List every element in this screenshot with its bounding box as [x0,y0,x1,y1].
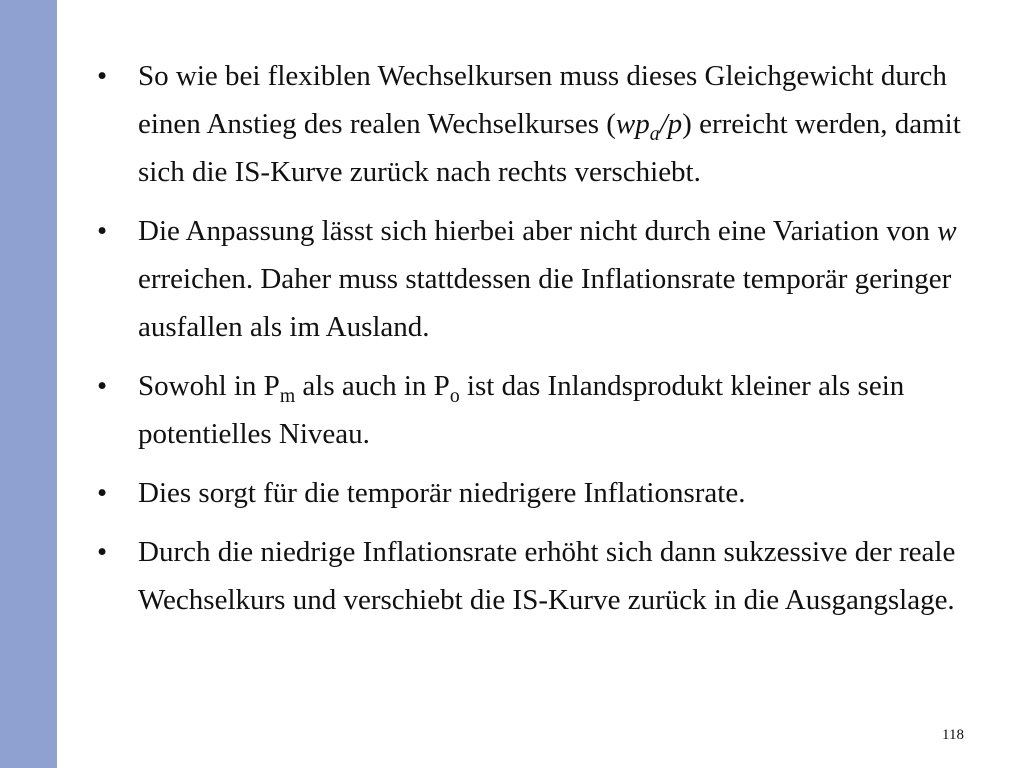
bullet-5-text: Durch die niedrige Inflationsrate erhöht sich dann sukzessive der reale Wechselkurs und verschiebt die IS-Kurve zurück in die Ausgangslage. [138,536,956,616]
bullet-item-4 [97,469,1002,517]
left-accent-bar [0,0,57,768]
bullet-item-1 [97,52,1002,196]
bullet-marker: • [97,215,108,247]
bullet-3-sub-o: o [449,384,460,407]
bullet-4-text: Dies sorgt für die temporär niedrigere Inflationsrate. [138,477,746,509]
bullet-marker: • [97,477,108,509]
bullet-3-text-c: ist das Inlandsprodukt kleiner als sein potentielles Niveau. [138,370,905,450]
bullet-2-text-a: Die Anpassung lässt sich hierbei aber nicht durch eine Variation von [138,215,938,247]
bullet-1-sub-a: a [649,122,660,145]
bullet-2-text-b: erreichen. Daher muss stattdessen die Inflationsrate temporär geringer ausfallen als im Ausland. [138,263,952,343]
bullet-1-text-b: ) erreicht werden, damit sich die IS-Kurve zurück nach rechts verschiebt. [138,108,961,188]
bullet-item-3 [97,362,1002,458]
bullet-item-5 [97,528,1002,624]
bullet-2-var-w: w [937,215,957,247]
bullet-1-var-p: /p [659,108,683,140]
bullet-marker: • [97,536,108,568]
page-number: 118 [942,727,964,743]
bullet-list [97,52,1002,635]
bullet-1-var-wp: wp [615,108,650,140]
bullet-3-text-b: als auch in P [295,370,450,402]
bullet-item-2 [97,207,1002,351]
bullet-marker: • [97,370,108,402]
bullet-1-text-a: So wie bei flexiblen Wechselkursen muss dieses Gleichgewicht durch einen Anstieg des realen Wechselkurses ( [138,60,947,140]
bullet-3-text-a: Sowohl in P [138,370,280,402]
bullet-marker: • [97,60,108,92]
bullet-3-sub-m: m [279,384,296,407]
